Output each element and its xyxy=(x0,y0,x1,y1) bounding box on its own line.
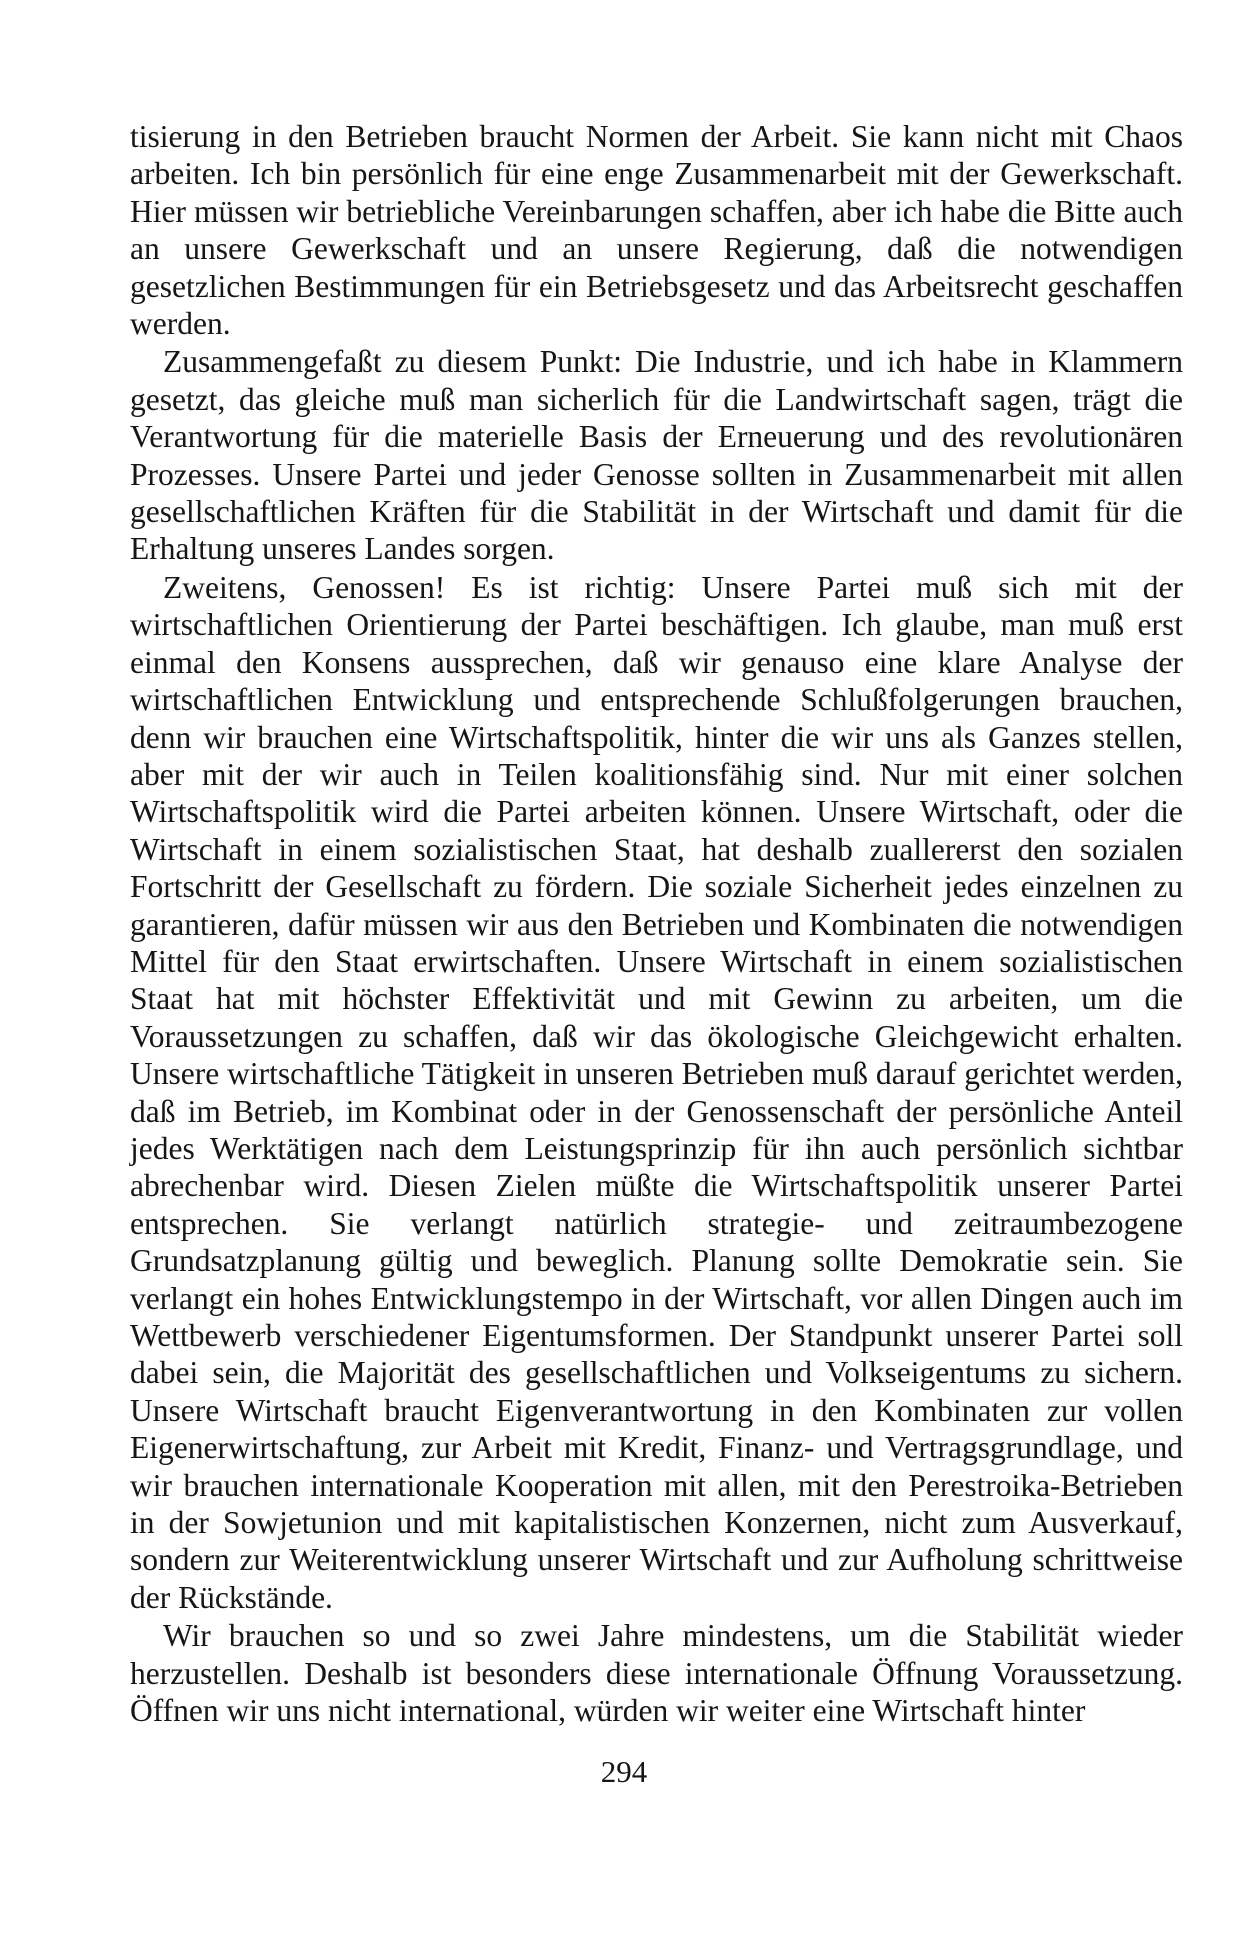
page-body xyxy=(130,118,1183,1729)
paragraph-3: Zweitens, Genossen! Es ist richtig: Unsere Partei muß sich mit der wirtschaftlichen Orientierung der Partei beschäftigen. Ich glaube, man muß erst einmal den Konsens aussprechen, daß wir genauso eine klare Analyse der wirtschaftlichen Entwicklung und entsprechende Schlußfolgerungen brauchen, denn wir brauchen eine Wirtschaftspolitik, hinter die wir uns als Ganzes stellen, aber mit der wir auch in Teilen koalitionsfähig sind. Nur mit einer solchen Wirtschaftspolitik wird die Partei arbeiten können. Unsere Wirtschaft, oder die Wirtschaft in einem sozialistischen Staat, hat deshalb zuallererst den sozialen Fortschritt der Gesellschaft zu fördern. Die soziale Sicherheit jedes einzelnen zu garantieren, dafür müssen wir aus den Betrieben und Kombinaten die notwendigen Mittel für den Staat erwirtschaften. Unsere Wirtschaft in einem sozialistischen Staat hat mit höchster Effektivität und mit Gewinn zu arbeiten, um die Voraussetzungen zu schaffen, daß wir das ökologische Gleichgewicht erhalten. Unsere wirtschaftliche Tätigkeit in unseren Betrieben muß darauf gerichtet werden, daß im Betrieb, im Kombinat oder in der Genossenschaft der persönliche Anteil jedes Werktätigen nach dem Leistungsprinzip für ihn auch persönlich sichtbar abrechenbar wird. Diesen Zielen müßte die Wirtschaftspolitik unserer Partei entsprechen. Sie verlangt natürlich strategie- und zeitraumbezogene Grundsatzplanung gültig und beweglich. Planung sollte Demokratie sein. Sie verlangt ein hohes Entwicklungstempo in der Wirtschaft, vor allen Dingen auch im Wettbewerb verschiedener Eigentumsformen. Der Standpunkt unserer Partei soll dabei sein, die Majorität des gesellschaftlichen und Volkseigentums zu sichern. Unsere Wirtschaft braucht Eigenverantwortung in den Kombinaten zur vollen Eigenerwirtschaftung, zur Arbeit mit Kredit, Finanz- und Vertragsgrundlage, und wir brauchen internationale Kooperation mit allen, mit den Perestroika-Betrieben in der Sowjetunion und mit kapitalistischen Konzernen, nicht zum Ausverkauf, sondern zur Weiterentwicklung unserer Wirtschaft und zur Aufholung schrittweise der Rückstände. xyxy=(130,569,1183,1615)
page-number: 294 xyxy=(600,1754,648,1789)
paragraph-1: tisierung in den Betrieben braucht Normen der Arbeit. Sie kann nicht mit Chaos arbeiten. Ich bin persönlich für eine enge Zusammenarbeit mit der Gewerkschaft. Hier müssen wir betriebliche Vereinbarungen schaffen, aber ich habe die Bitte auch an unsere Gewerkschaft und an unsere Regierung, daß die notwendigen gesetzlichen Bestimmungen für ein Betriebsgesetz und das Arbeitsrecht geschaffen werden. xyxy=(130,119,1183,342)
paragraph-4: Wir brauchen so und so zwei Jahre mindestens, um die Stabilität wieder herzustellen. Deshalb ist besonders diese internationale Öffnung Voraussetzung. Öffnen wir uns nicht international, würden wir weiter eine Wirtschaft hinter xyxy=(130,1618,1183,1729)
paragraph-2: Zusammengefaßt zu diesem Punkt: Die Industrie, und ich habe in Klammern gesetzt, das gleiche muß man sicherlich für die Landwirtschaft sagen, trägt die Verantwortung für die materielle Basis der Erneuerung und des revolutionären Prozesses. Unsere Partei und jeder Genosse sollten in Zusammenarbeit mit allen gesellschaftlichen Kräften für die Stabilität in der Wirtschaft und damit für die Erhaltung unseres Landes sorgen. xyxy=(130,344,1183,567)
